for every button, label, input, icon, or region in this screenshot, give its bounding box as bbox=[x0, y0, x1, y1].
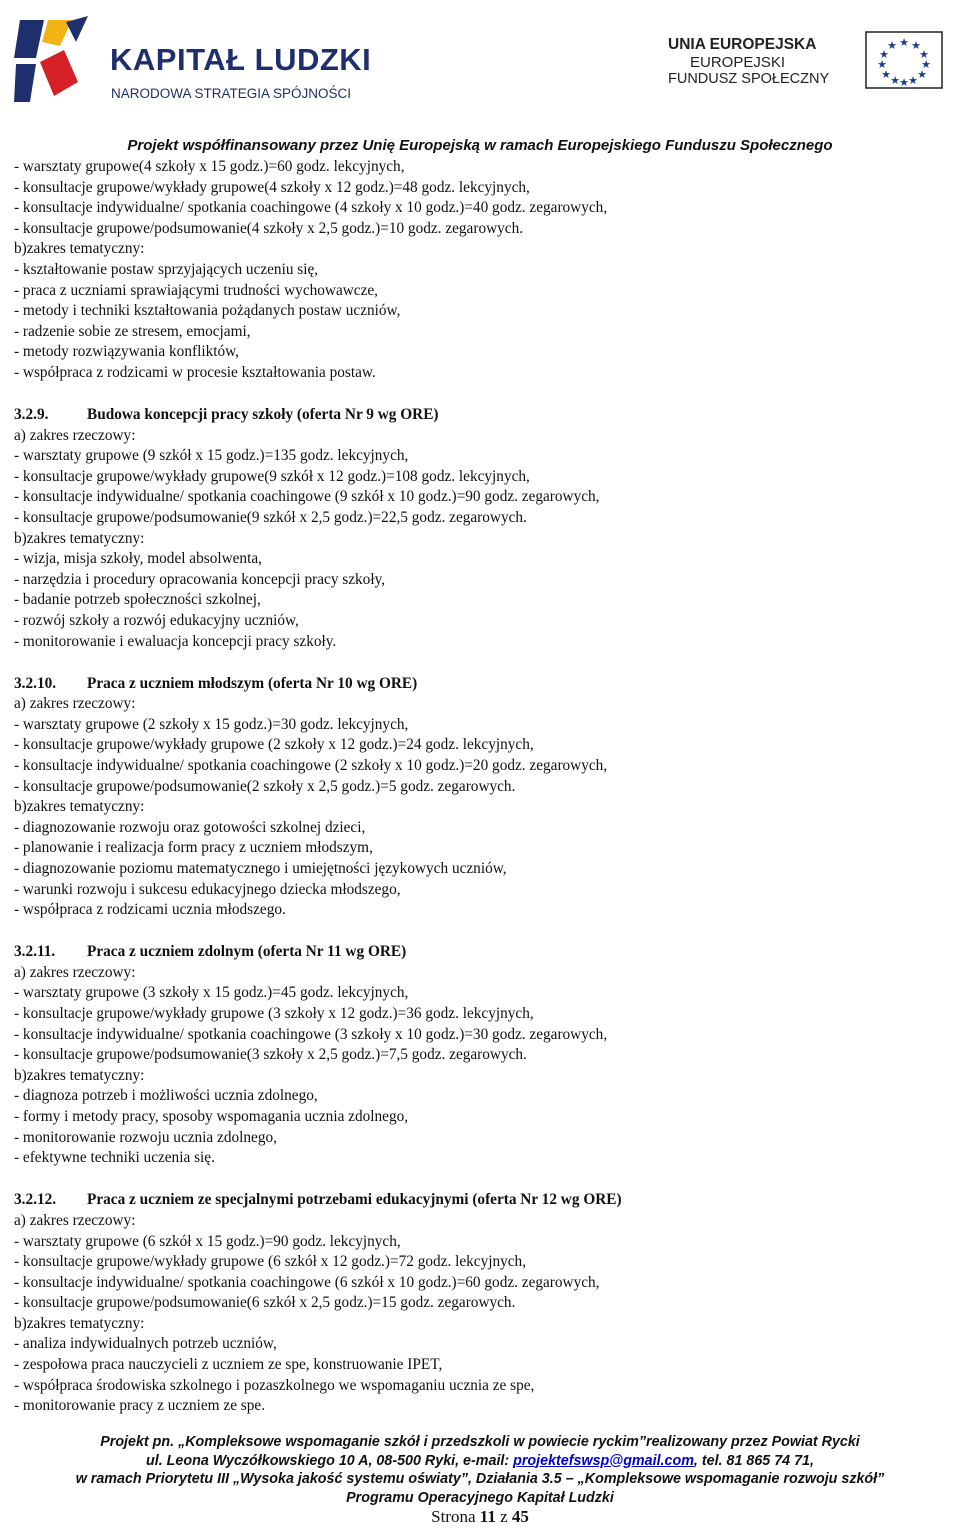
text-line: - formy i metody pracy, sposoby wspomagania ucznia zdolnego, bbox=[14, 1108, 409, 1126]
text-line: a) zakres rzeczowy: bbox=[14, 963, 136, 981]
text-line: - konsultacje grupowe/podsumowanie(4 szkoły x 2,5 godz.)=10 godz. zegarowych. bbox=[14, 219, 524, 237]
text-line: a) zakres rzeczowy: bbox=[14, 695, 136, 713]
text-line: - monitorowanie rozwoju ucznia zdolnego, bbox=[14, 1128, 277, 1146]
section-number: 3.2.9. bbox=[14, 406, 49, 424]
section-heading bbox=[14, 405, 944, 426]
text-line: - warsztaty grupowe (6 szkół x 15 godz.)=90 godz. lekcyjnych, bbox=[14, 1232, 401, 1250]
section-heading bbox=[14, 674, 944, 695]
text-line: - diagnozowanie poziomu matematycznego i umiejętności językowych uczniów, bbox=[14, 860, 507, 877]
section-heading bbox=[14, 942, 944, 963]
text-line: - konsultacje grupowe/podsumowanie(6 szkół x 2,5 godz.)=15 godz. zegarowych. bbox=[14, 1294, 516, 1312]
footer-line4: Programu Operacyjnego Kapitał Ludzki bbox=[346, 1489, 614, 1506]
section-gap bbox=[14, 1169, 944, 1191]
text-line: - współpraca z rodzicami w procesie kształtowania postaw. bbox=[14, 363, 376, 381]
page-sep: z bbox=[500, 1507, 508, 1526]
project-cofinancing-line: Projekt współfinansowany przez Unię Europejską w ramach Europejskiego Funduszu Społecznego bbox=[127, 137, 833, 154]
svg-text:★: ★ bbox=[911, 39, 921, 52]
text-line: - konsultacje indywidualne/ spotkania coachingowe (3 szkoły x 10 godz.)=30 godz. zegarowych, bbox=[14, 1025, 608, 1043]
eu-logo bbox=[668, 30, 948, 90]
svg-text:★: ★ bbox=[908, 74, 918, 87]
text-line: - rozwój szkoły a rozwój edukacyjny uczniów, bbox=[14, 611, 299, 629]
svg-text:★: ★ bbox=[899, 36, 909, 49]
section-number: 3.2.10. bbox=[14, 674, 57, 692]
section-gap bbox=[14, 384, 944, 406]
svg-text:★: ★ bbox=[919, 48, 929, 61]
section-title: Praca z uczniem młodszym (oferta Nr 10 wg ORE) bbox=[87, 674, 418, 692]
svg-text:★: ★ bbox=[921, 58, 931, 71]
text-line: - konsultacje grupowe/wykłady grupowe (3 szkoły x 12 godz.)=36 godz. lekcyjnych, bbox=[14, 1005, 534, 1023]
text-line: - efektywne techniki uczenia się. bbox=[14, 1149, 215, 1167]
text-line: - planowanie i realizacja form pracy z uczniem młodszym, bbox=[14, 839, 373, 857]
text-line: - metody rozwiązywania konfliktów, bbox=[14, 343, 239, 361]
svg-text:★: ★ bbox=[879, 48, 889, 61]
section-number: 3.2.12. bbox=[14, 1191, 57, 1209]
svg-text:★: ★ bbox=[890, 74, 900, 87]
text-line: - warsztaty grupowe (9 szkół x 15 godz.)=135 godz. lekcyjnych, bbox=[14, 447, 409, 465]
section-gap bbox=[14, 921, 944, 943]
section-number: 3.2.11. bbox=[14, 943, 56, 961]
document-body bbox=[14, 157, 944, 1417]
text-line: - konsultacje indywidualne/ spotkania coachingowe (2 szkoły x 10 godz.)=20 godz. zegarowych, bbox=[14, 757, 608, 775]
text-line: b)zakres tematyczny: bbox=[14, 529, 145, 547]
footer-line1: Projekt pn. „Kompleksowe wspomaganie szkół i przedszkoli w powiecie ryckim”realizowany przez Powiat Rycki bbox=[100, 1434, 860, 1450]
footer-email-link[interactable]: projektefswsp@gmail.com bbox=[513, 1452, 694, 1469]
text-line: b)zakres tematyczny: bbox=[14, 1066, 145, 1084]
text-line: - konsultacje indywidualne/ spotkania coachingowe (6 szkół x 10 godz.)=60 godz. zegarowych, bbox=[14, 1273, 600, 1291]
page-current: 11 bbox=[479, 1507, 496, 1526]
text-line: - konsultacje grupowe/podsumowanie(9 szkół x 2,5 godz.)=22,5 godz. zegarowych. bbox=[14, 509, 527, 526]
text-line: - współpraca z rodzicami ucznia młodszego. bbox=[14, 901, 286, 919]
ue-line1: UNIA EUROPEJSKA bbox=[668, 36, 817, 53]
section-title: Praca z uczniem zdolnym (oferta Nr 11 wg ORE) bbox=[87, 943, 407, 961]
text-line: - warsztaty grupowe(4 szkoły x 15 godz.)=60 godz. lekcyjnych, bbox=[14, 158, 405, 175]
text-line: - warunki rozwoju i sukcesu edukacyjnego dziecka młodszego, bbox=[14, 880, 401, 898]
svg-text:★: ★ bbox=[899, 76, 909, 89]
section-title: Praca z uczniem ze specjalnymi potrzebami edukacyjnymi (oferta Nr 12 wg ORE) bbox=[87, 1191, 622, 1209]
kapital-ludzki-logo bbox=[14, 12, 372, 112]
text-line: - konsultacje grupowe/podsumowanie(2 szkoły x 2,5 godz.)=5 godz. zegarowych. bbox=[14, 777, 516, 795]
text-line: - konsultacje grupowe/wykłady grupowe(4 szkoły x 12 godz.)=48 godz. lekcyjnych, bbox=[14, 178, 530, 196]
section-title: Budowa koncepcji pracy szkoły (oferta Nr 9 wg ORE) bbox=[87, 406, 439, 424]
text-line: - konsultacje grupowe/wykłady grupowe (6 szkół x 12 godz.)=72 godz. lekcyjnych, bbox=[14, 1253, 527, 1271]
text-line: - konsultacje grupowe/wykłady grupowe (2 szkoły x 12 godz.)=24 godz. lekcyjnych, bbox=[14, 736, 534, 754]
text-line: - badanie potrzeb społeczności szkolnej, bbox=[14, 591, 261, 609]
footer-address: ul. Leona Wyczółkowskiego 10 A, 08-500 Ryki, e-mail: bbox=[146, 1452, 514, 1469]
svg-text:★: ★ bbox=[917, 68, 927, 81]
kl-title: KAPITAŁ LUDZKI bbox=[110, 42, 372, 77]
footer-phone: , tel. 81 865 74 71, bbox=[693, 1452, 814, 1469]
svg-text:★: ★ bbox=[881, 68, 891, 81]
section-gap bbox=[14, 652, 944, 674]
kl-emblem-icon bbox=[14, 12, 94, 108]
page-footer bbox=[0, 1433, 960, 1507]
text-line: - monitorowanie i ewaluacja koncepcji pracy szkoły. bbox=[14, 632, 337, 650]
ue-line2: EUROPEJSKI bbox=[690, 54, 786, 71]
svg-text:★: ★ bbox=[887, 39, 897, 52]
page-label: Strona bbox=[431, 1507, 476, 1526]
section-heading bbox=[14, 1190, 944, 1211]
page-total: 45 bbox=[511, 1507, 529, 1526]
text-line: - diagnoza potrzeb i możliwości ucznia zdolnego, bbox=[14, 1087, 318, 1105]
text-line: - konsultacje indywidualne/ spotkania coachingowe (4 szkoły x 10 godz.)=40 godz. zegarowych, bbox=[14, 199, 608, 217]
text-line: - konsultacje indywidualne/ spotkania coachingowe (9 szkół x 10 godz.)=90 godz. zegarowych, bbox=[14, 488, 600, 506]
text-line: - kształtowanie postaw sprzyjających uczeniu się, bbox=[14, 260, 319, 278]
footer-line2 bbox=[0, 1452, 960, 1471]
text-line: a) zakres rzeczowy: bbox=[14, 1211, 136, 1229]
text-line: - konsultacje grupowe/wykłady grupowe(9 szkół x 12 godz.)=108 godz. lekcyjnych, bbox=[14, 467, 530, 485]
text-line: b)zakres tematyczny: bbox=[14, 240, 145, 258]
text-line: - wizja, misja szkoły, model absolwenta, bbox=[14, 550, 262, 568]
svg-text:★: ★ bbox=[877, 58, 887, 71]
text-line: b)zakres tematyczny: bbox=[14, 798, 145, 816]
page-header bbox=[0, 0, 960, 130]
text-line: - współpraca środowiska szkolnego i pozaszkolnego we wspomaganiu ucznia ze spe, bbox=[14, 1376, 535, 1394]
ue-line3: FUNDUSZ SPOŁECZNY bbox=[668, 71, 830, 87]
text-line: - analiza indywidualnych potrzeb uczniów, bbox=[14, 1335, 277, 1353]
text-line: - narzędzia i procedury opracowania koncepcji pracy szkoły, bbox=[14, 570, 386, 588]
text-line: - warsztaty grupowe (3 szkoły x 15 godz.)=45 godz. lekcyjnych, bbox=[14, 984, 409, 1002]
text-line: - zespołowa praca nauczycieli z uczniem ze spe, konstruowanie IPET, bbox=[14, 1356, 443, 1374]
text-line: - praca z uczniami sprawiającymi trudności wychowawcze, bbox=[14, 281, 378, 299]
text-line: - konsultacje grupowe/podsumowanie(3 szkoły x 2,5 godz.)=7,5 godz. zegarowych. bbox=[14, 1046, 527, 1064]
footer-line3: w ramach Priorytetu III „Wysoka jakość systemu oświaty”, Działania 3.5 – „Kompleksowe wspomaganie rozwoju szkół” bbox=[75, 1471, 885, 1487]
eu-stars-icon bbox=[864, 30, 944, 90]
page-number bbox=[0, 1507, 960, 1527]
text-line: a) zakres rzeczowy: bbox=[14, 426, 136, 444]
text-line: b)zakres tematyczny: bbox=[14, 1314, 145, 1332]
text-line: - warsztaty grupowe (2 szkoły x 15 godz.)=30 godz. lekcyjnych, bbox=[14, 715, 409, 733]
text-line: - radzenie sobie ze stresem, emocjami, bbox=[14, 322, 251, 340]
text-line: - metody i techniki kształtowania pożądanych postaw uczniów, bbox=[14, 302, 401, 320]
text-line: - monitorowanie pracy z uczniem ze spe. bbox=[14, 1397, 266, 1415]
text-line: - diagnozowanie rozwoju oraz gotowości szkolnej dzieci, bbox=[14, 818, 366, 836]
kl-subtitle: NARODOWA STRATEGIA SPÓJNOŚCI bbox=[111, 86, 352, 101]
